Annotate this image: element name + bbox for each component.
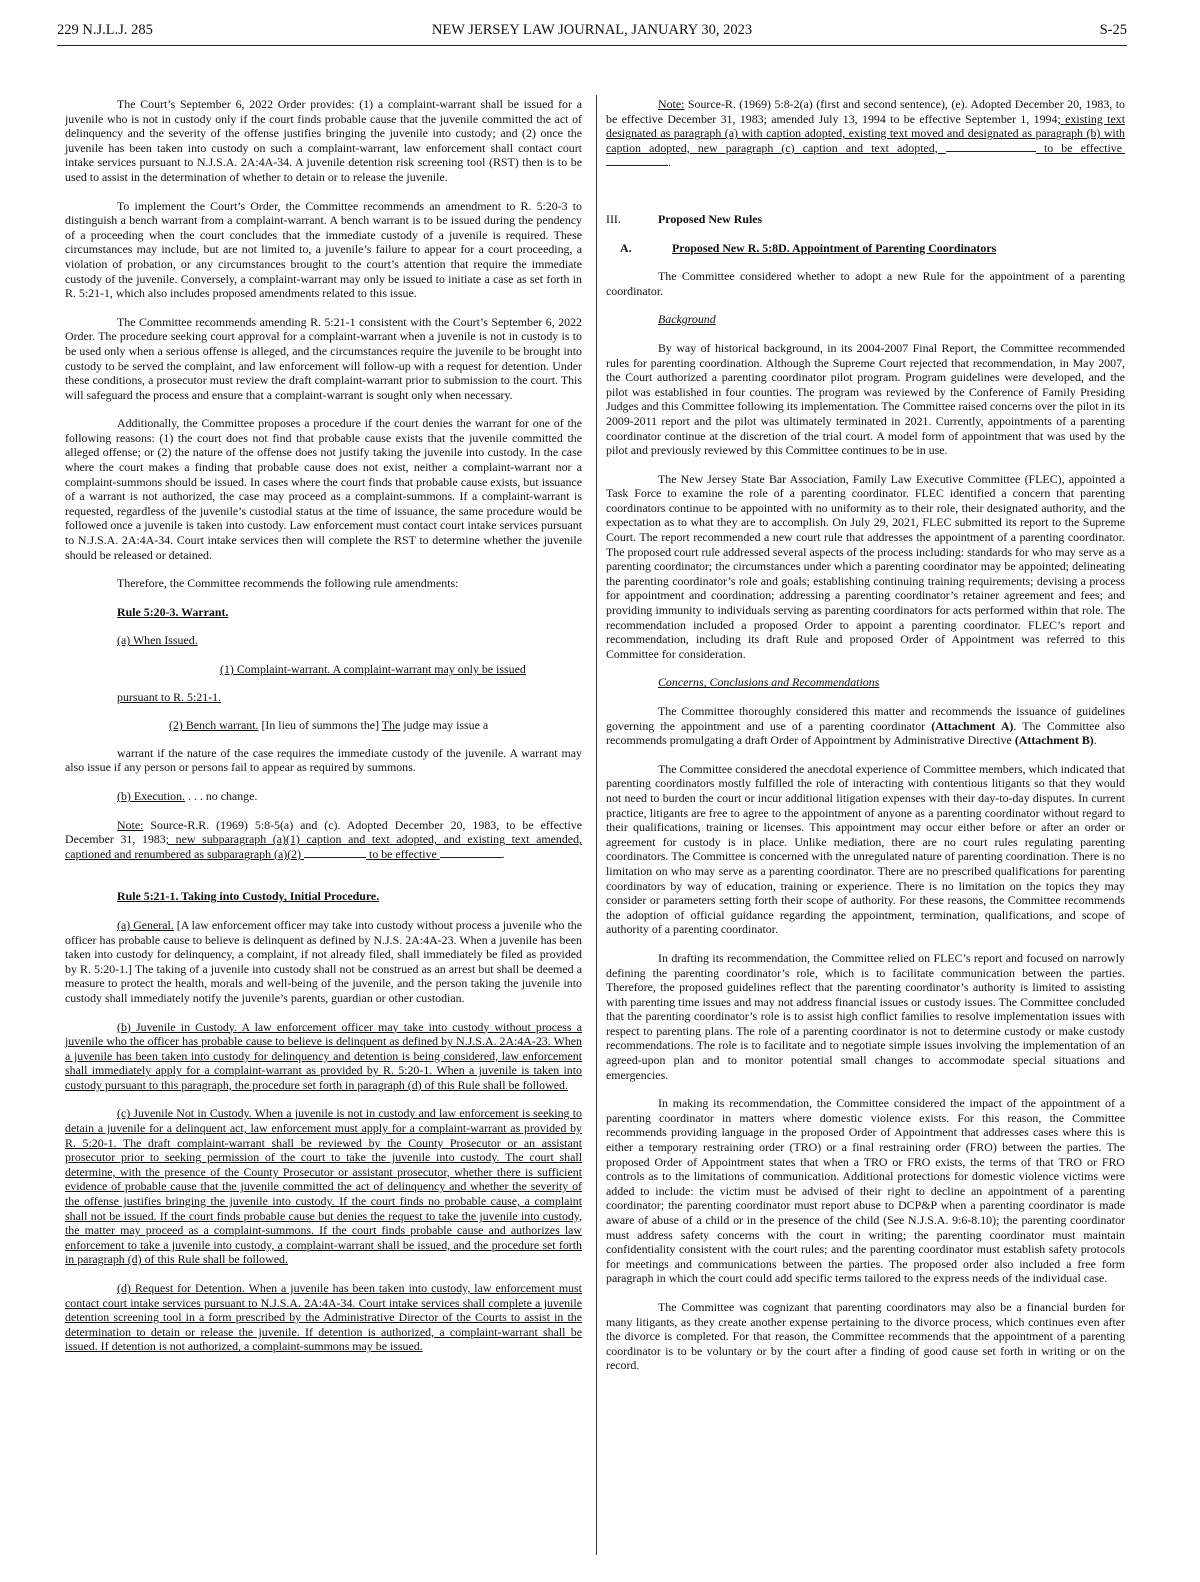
note-text: to be effective (1035, 140, 1123, 155)
paragraph: In making its recommendation, the Committee considered the impact of the appointment of a parenting coordinator in matters where domestic violence exists. For this reason, the Committee recommends providing language in the proposed Order of Appointment that addresses cases where this is either a temporary restraining order (TRO) or a final restraining order (FRO) between the parties. The proposed Order of Appointment states that when a TRO or FRO exists, the terms of that TRO or FRO controls as to the limitations of communication. Additional protections for domestic violence victims were added to include: the victim must be advised of their right to decline an appointment of a parenting coordinator; the parenting coordinator must report abuse to DCP&P when a parenting coordinator is made aware of abuse of a child or in the presence of the child (See N.J.S.A. 9:6-8.10); the parenting coordinator must address safety concerns with the court in writing; the parenting coordinator must maintain confidentiality consistent with the court rules; and the parenting coordinator must establish safety protocols for meetings and communications between the parties. The proposed order also included a free form paragraph in which the court could add specific terms tailored to the express needs of the individual case. (606, 1096, 1125, 1286)
paragraph: Therefore, the Committee recommends the following rule amendments: (117, 576, 459, 591)
rule-paragraph (65, 1020, 582, 1093)
blank-line (946, 141, 1036, 152)
subheading-text: Background (658, 312, 716, 327)
subparagraph-label: (a) General. (117, 917, 174, 932)
subparagraph-text: When a juvenile has been taken into custody, law enforcement must contact court intake services pursuant to N.J.S.A. 2A:4A-34. Court intake services shall complete a juvenile detention screening tool in a form prescribed by the Administrative Director of the Courts to assist in the determination to detain or release the juvenile. If detention is authorized, a complaint-warrant shall be issued. If detention is not authorized, a complaint-summons may be issued. (65, 1281, 582, 1354)
paragraph: The Committee recommends amending R. 5:21-1 consistent with the Court’s September 6, 2022 Order. The procedure seeking court approval for a complaint-warrant when a juvenile is not in custody is to be used only when a serious offense is alleged, and the circumstances require the juvenile to be brought into custody to be served the complaint, and law enforcement will follow-up with a request for detention. Under these conditions, a prosecutor must review the draft complaint-warrant prior to submission to the court. This will safeguard the process and ensure that a complaint-warrant is sought only when necessary. (65, 314, 582, 402)
subparagraph-text: [A law enforcement officer may take into custody without process a juvenile who the officer has probable cause to believe is delinquent as defined by N.J.S. 2A:4A-23. When a juvenile has been taken into custody for delinquency, a complaint, if not already filed, shall immediately be filed as provided by R. 5:20-1.] The taking of a juvenile into custody shall not be construed as an arrest but shall be deemed a measure to protect the health, morals and well-being of the juvenile, and the person taking the juvenile into custody shall immediately notify the juvenile’s parents, guardian or other custodian. (65, 917, 582, 1005)
paragraph: The New Jersey State Bar Association, Family Law Executive Committee (FLEC), appointed a Task Force to examine the role of a parenting coordinator. FLEC identified a concern that parenting coordinators continue to be appointed with no uniformity as to their role, their designated authority, and the expectation as to what they are to accomplish. On July 29, 2021, FLEC submitted its report to the Supreme Court. The report recommended a new court rule that addresses the appointment of a parenting coordinator. The proposed court rule addressed several aspects of the process including: standards for who may serve as a parenting coordinator; the circumstances under which a parenting coordinator may be appointed; delineating the parenting coordinator’s role and goals; establishing continuing training requirements; devising a process for appointment and coordination; addressing a parenting coordinator’s retainer agreement and fees; and providing immunity to individuals serving as parenting coordinators for acts performed within that role. The recommendation included a proposed Order to appoint a parenting coordinator. FLEC’s report and recommendation, including its draft Rule and proposed Order of Appointment was referred to this Committee for consideration. (606, 471, 1125, 661)
column-divider (596, 95, 597, 1555)
note-amendment: ; existing text designated as paragraph (a) with caption adopted, existing text moved and designated as paragraph (b) with caption adopted, new paragraph (c) caption and text adopted, (606, 111, 1125, 155)
note-amendment: ; new subparagraph (a)(1) caption and text adopted, and existing text amended, captioned and renumbered as subparagraph (a)(2) (65, 832, 582, 861)
note-text: Source-R.R. (1969) 5:8-5(a) and (c). Adopted December 20, 1983, to be effective December 31, 1983 (65, 817, 582, 847)
right-column (606, 97, 1125, 1387)
subsection-heading (606, 241, 1125, 256)
rule-paragraph (65, 1106, 582, 1267)
page-header (57, 22, 1127, 44)
rule-note (65, 818, 582, 862)
subparagraph-text: . . . no change. (185, 788, 258, 803)
paragraph (606, 704, 1125, 748)
subparagraph-label: (d) Request for Detention. (117, 1281, 245, 1295)
citation: 229 N.J.L.J. 285 (57, 22, 153, 38)
rule-note (606, 97, 1125, 170)
section-number: III. (606, 211, 621, 226)
paragraph: The Committee considered the anecdotal experience of Committee members, which indicated that parenting coordinators mostly fulfilled the role of interacting with contentious litigants so that they would not need to burden the court or incur additional litigation expenses with their day-to-day disputes. In current practice, litigants are free to agree to the appointment of anyone as a parenting coordinator without regard to their qualifications, training or licenses. This appointment may occur either before or after an order or agreement for custody is in place. Unlike mediation, there are no court rules regulating parenting coordinators. The Committee is concerned with the unregulated nature of parenting coordination. There is no limitation on who may serve as a parenting coordinator. There are no prescribed qualifications for parenting coordinators by way of education, training or experience. There is no limitation on the topics they may consider or parameters setting forth their scope of authority. For these reasons, the Committee recommends the adoption of official guidance regarding the appointment, termination, qualifications, and scope of authority of a parenting coordinator. (606, 761, 1125, 937)
subparagraph-label: (b) Juvenile in Custody. (117, 1019, 238, 1034)
rule-paragraph (65, 918, 582, 1006)
note-text: . (501, 846, 505, 861)
paragraph: In drafting its recommendation, the Committee relied on FLEC’s report and focused on narrowly defining the parenting coordinator’s role, which is to facilitate communication between the parties. Therefore, the proposed guidelines reflect that the parenting coordinator’s authority is limited to assisting with parenting time issues and may not address financial issues or custody issues. The Committee concluded that the parenting coordinator’s role is to assist high conflict families to resolve implementation issues with respect to parenting plans. The role of a parenting coordinator is not to determine custody or make custody recommendations. The role is to facilitate and to negotiate simple issues involving the implementation of an agreed-upon plan and to monitor potential small changes to accommodate special situations and emergencies. (606, 950, 1125, 1082)
header-rule (57, 45, 1127, 46)
paragraph: Additionally, the Committee proposes a procedure if the court denies the warrant for one of the following reasons: (1) the court does not find that probable cause exists that the juvenile committed the alleged offense; or (2) the nature of the offense does not justify taking the juvenile into custody. In the case where the court makes a finding that probable cause does not exist, neither a complaint-warrant nor a complaint-summons should be issued. In cases where the court finds that probable cause exists, but issuance of a warrant is not authorized, the case may proceed as a complaint-summons. If a complaint-warrant is requested, regardless of the juvenile’s custodial status at the time of issuance, the same procedure would be followed once a juvenile is taken into custody. Law enforcement must contact court intake services pursuant to N.J.S.A. 2A:4A-34. Court intake services then will complete the RST to determine whether the juvenile should be released or detained. (65, 416, 582, 562)
subparagraph-text: A law enforcement officer may take into custody without process a juvenile who the officer has probable cause to believe is delinquent as defined by N.J.S.A. 2A:4A-23. When a juvenile has been taken into custody for delinquency and detention is being considered, law enforcement shall immediately apply for a complaint-warrant as provided by R. 5:20-1. When a juvenile is taken into custody pursuant to this paragraph, the procedure set forth in paragraph (d) of this Rule shall be followed. (65, 1019, 582, 1092)
rule-title: Rule 5:21-1. Taking into Custody, Initial Procedure. (117, 889, 380, 904)
blank-line (606, 155, 668, 166)
paragraph-text: . (1093, 733, 1097, 748)
subsection-number: A. (620, 240, 632, 255)
subparagraph-text: judge may issue a (400, 718, 489, 733)
page-number: S-25 (1099, 22, 1127, 38)
inserted-text: The (381, 718, 401, 733)
paragraph: warrant if the nature of the case requires the immediate custody of the juvenile. A warrant may also issue if any person or persons fail to appear as required by summons. (65, 745, 582, 775)
paragraph: To implement the Court’s Order, the Committee recommends an amendment to R. 5:20-3 to distinguish a bench warrant from a complaint-warrant. A bench warrant is to be issued during the pendency of a proceeding when the court concludes that the immediate custody of a juvenile is required. These circumstances may include, but are not limited to, a juvenile’s failure to appear for a court proceeding, a violation of probation, or any circumstances brought to the court’s attention that require the immediate custody of the juvenile. Conversely, a complaint-warrant may only be issued to initiate a case as set forth in R. 5:21-1, which also includes proposed amendments related to this issue. (65, 198, 582, 301)
attachment-ref: (Attachment A) (931, 718, 1014, 733)
subparagraph-label: (2) Bench warrant. (169, 718, 259, 733)
section-title: Proposed New Rules (658, 211, 763, 226)
subheading (606, 675, 1125, 690)
rule-heading (65, 889, 582, 904)
paragraph-text: . The Committee also recommends promulgating a draft Order of Appointment by Administrative Directive (606, 718, 1126, 748)
subparagraph-label: (a) When Issued. (117, 633, 198, 648)
subparagraph-label: (c) Juvenile Not in Custody. (117, 1106, 252, 1121)
subparagraph (65, 633, 582, 648)
subparagraph-text: A complaint-warrant may only be issued (330, 662, 526, 676)
subparagraph-label: (1) Complaint-warrant. (220, 662, 331, 676)
note-text: to be effective (366, 846, 437, 861)
note-label: Note: (658, 97, 685, 111)
note-text: Source-R. (1969) 5:8-2(a) (first and second sentence), (e). Adopted December 20, 1983, to be effective December 31, 1983; amended July 13, 1994 to be effective September 1, 1994 (606, 97, 1125, 126)
subparagraph (65, 662, 582, 677)
paragraph: The Committee was cognizant that parenting coordinators may also be a financial burden for many litigants, as they create another expense pertaining to the divorce process, which continues even after the divorce is completed. For that reason, the Committee recommends that the appointment of a parenting coordinator is to be voluntary or by the court after a finding of good cause set forth in writing or on the record. (606, 1299, 1125, 1373)
paragraph: The Committee considered whether to adopt a new Rule for the appointment of a parenting coordinator. (606, 269, 1125, 298)
deleted-text: [In lieu of summons the] (258, 718, 382, 733)
rule-paragraph (65, 1281, 582, 1354)
subparagraph (65, 789, 582, 804)
subparagraph-text: When a juvenile is not in custody and law enforcement is seeking to detain a juvenile for a delinquent act, law enforcement must apply for a complaint-warrant as provided by R. 5:20-1. The draft complaint-warrant shall be reviewed by the County Prosecutor or an assistant prosecutor prior to seeking permission of the court to take the juvenile into custody. The court shall determine, with the presence of the County Prosecutor or assistant prosecutor, whether there is sufficient evidence of probable cause that the juvenile committed the act of delinquency and whether the severity of the offense justifies bringing the juvenile into custody. If the court finds no probable cause, a complaint shall not be issued. If the court finds probable cause but denies the request to take the juvenile into custody, the matter may proceed as a complaint-summons. If the court finds probable cause and authorizes law enforcement to take a juvenile into custody, a complaint-warrant shall be issued, and the procedure set forth in paragraph (d) of this Rule shall be followed. (65, 1106, 582, 1267)
blank-line (440, 847, 502, 858)
journal-title: NEW JERSEY LAW JOURNAL, JANUARY 30, 2023 (431, 22, 753, 38)
paragraph: By way of historical background, in its 2004-2007 Final Report, the Committee recommended rules for parenting coordination. Although the Supreme Court rejected that recommendation, in May 2007, the Court authorized a parenting coordinator pilot program. Program guidelines were developed, and the pilot was established in four counties. The program was reviewed by the Conference of Family Presiding Judges and this Committee following its implementation. The Committee raised concerns over the pilot in its 2009-2011 report and the pilot was ultimately terminated in 2021. Currently, appointments of a parenting coordinator continue at the discretion of the trial court. A model form of appointment that was used by the pilot and previously reviewed by this Committee continues to be in use. (606, 340, 1125, 458)
subsection-title: Proposed New R. 5:8D. Appointment of Parenting Coordinators (672, 240, 997, 255)
paragraph-text: The Committee thoroughly considered this matter and recommends the issuance of guidelines governing the appointment and use of a parenting coordinator (606, 704, 1125, 733)
section-heading (606, 212, 1125, 227)
attachment-ref: (Attachment B) (1014, 733, 1094, 748)
subparagraph-continued (65, 690, 582, 705)
note-label: Note: (117, 817, 144, 832)
subparagraph-text: pursuant to R. 5:21-1. (117, 689, 222, 704)
rule-title: Rule 5:20-3. Warrant. (117, 604, 229, 619)
subparagraph (65, 718, 582, 733)
blank-line (304, 847, 366, 858)
paragraph: The Court’s September 6, 2022 Order provides: (1) a complaint-warrant shall be issued for a juvenile who is not in custody only if the court finds probable cause that the juvenile committed the act of delinquency and the severity of the offense justifies bringing the juvenile into custody; and (2) once the juvenile has been taken into custody on such a complaint-warrant, law enforcement shall contact court intake services pursuant to N.J.S.A. 2A:4A-34. A juvenile detention risk screening tool (RST) then is to be used to assist in the determination of whether to detain or to release the juvenile. (65, 97, 582, 184)
rule-heading (65, 605, 582, 620)
note-text: . (668, 155, 671, 170)
subheading-text: Concerns, Conclusions and Recommendations (658, 675, 880, 690)
subparagraph-label: (b) Execution. (117, 788, 186, 803)
left-column (65, 97, 582, 1368)
subheading (606, 312, 1125, 327)
